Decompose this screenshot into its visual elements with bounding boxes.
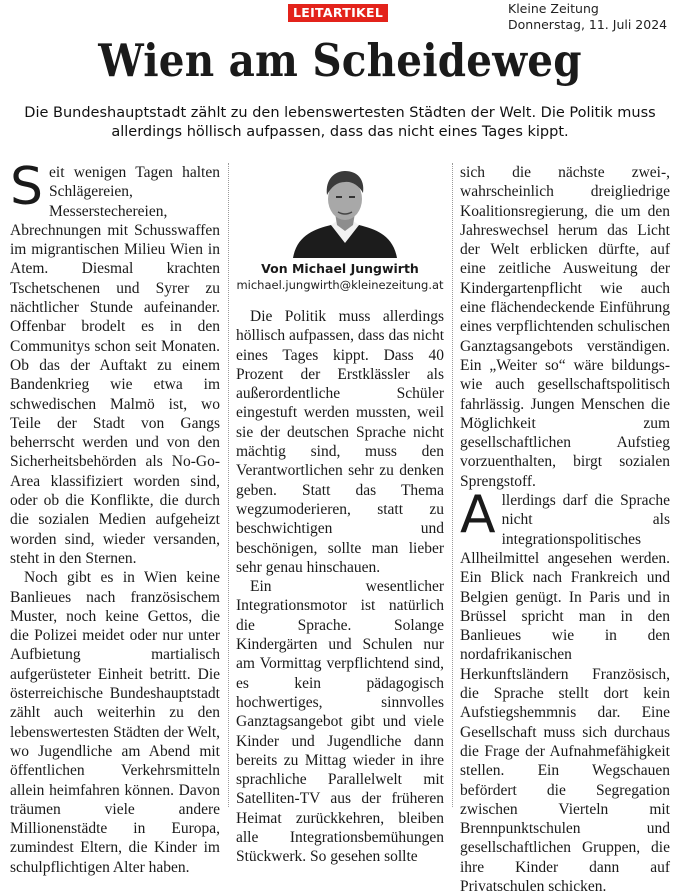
author-byline: Von Michael Jungwirth xyxy=(261,261,419,276)
paragraph xyxy=(10,157,220,568)
author-photo-image xyxy=(285,163,405,258)
article-column-1 xyxy=(10,157,220,877)
column-divider xyxy=(452,163,453,807)
paragraph xyxy=(460,485,670,896)
publication-name: Kleine Zeitung xyxy=(508,1,599,16)
paragraph: Die Politik muss allerdings höllisch aufpassen, dass das nicht eines Tages kippt. Dass 40 Prozent der Erstklässler als außerordentliche Schüler eingestuft werden mussten, weil sie der deutschen Sprache nicht mächtig sind, muss den Verantwortlichen sehr zu denken geben. Statt das Thema wegzumoderieren, statt zu beschwichtigen und beschönigen, sollte man lieber sehr genau hinschauen. xyxy=(236,308,444,576)
paragraph: Ein wesentlicher Integrationsmotor ist natürlich die Sprache. Solange Kindergärten und Schulen nur am Vormittag verpflichtend sind, es kein pädagogisch hochwertiges, sinnvolles Ganztagsangebot gibt und viele Kinder und Jugendliche dann bereits zu Mittag wieder in ihre sprachliche Parallelwelt mit Satelliten-TV aus der früheren Heimat zurückkehren, bleiben alle Integrationsbemühungen Stückwerk. So gesehen sollte xyxy=(236,578,444,866)
author-email: michael.jungwirth@kleinezeitung.at xyxy=(236,278,444,292)
paragraph: Noch gibt es in Wien keine Banlieues nach französischem Muster, noch keine Gettos, die die Polizei meidet oder nur unter Aufbietung martialisch aufgerüsteter Einheit betritt. Die österreichische Bundeshauptstadt zählt auch weiterhin zu den lebenswertesten Städten der Welt, wo Jugendliche am Abend mit öffentlichen Verkehrsmitteln allein heimfahren können. Davon träumen viele andere Millionenstädte in Europa, zumindest Eltern, die Kinder im schulpflichtigen Alter haben. xyxy=(10,569,220,876)
article-column-3 xyxy=(460,163,670,896)
subheadline: Die Bundeshauptstadt zählt zu den lebenswertesten Städten der Welt. Die Politik muss allerdings höllisch aufpassen, dass das nicht eines Tages kippt. xyxy=(24,105,656,140)
masthead xyxy=(508,1,667,33)
publication-date: Donnerstag, 11. Juli 2024 xyxy=(508,17,668,32)
column-divider xyxy=(228,163,229,807)
section-badge: LEITARTIKEL xyxy=(288,4,388,22)
drop-cap: A xyxy=(460,485,496,546)
author-portrait xyxy=(285,163,405,258)
drop-cap: S xyxy=(10,157,44,217)
paragraph-text: eit wenigen Tagen halten Schlägereien, Messerstechereien, Abrechnungen mit Schusswaffen im migrantischen Milieu Wien in Atem. Diesmal krachten Tschetschenen und Syrer zu nächtlicher Stunde aufeinander. Offenbar brodelt es in den Communitys schon seit Monaten. Ob das der Auftakt zu einem Bandenkrieg wie etwa im schwedischen Malmö ist, wo Teile der Stadt von Gangs beherrscht werden und von den Sicherheitsbehörden als No-Go-Area klassifiziert worden sind, oder ob die Konflikte, die durch die sozialen Medien aufgeheizt worden sind, wieder versanden, steht in den Sternen. xyxy=(10,164,220,567)
paragraph-text: llerdings darf die Sprache nicht als integrationspolitisches Allheilmittel angesehen werden. Ein Blick nach Frankreich und Belgien genügt. In Paris und in Brüssel spricht man in den Banlieues wie in den nordafrikanischen Herkunftsländern Französisch, die Sprache stellt dort kein Aufstiegshemmnis dar. Eine Gesellschaft muss sich durchaus die Frage der Aufnahmefähigkeit stellen. Ein Wegschauen befördert die Segregation zwischen Vierteln mit Brennpunktschulen und gesellschaftlichen Gruppen, die ihre Kinder dann auf Privatschulen schicken. xyxy=(460,492,670,895)
paragraph: sich die nächste zwei-, wahrscheinlich dreigliedrige Koalitionsregierung, die um den Jahreswechsel herum das Licht der Welt erblicken dürfte, auf eine zeitliche Ausweitung der Kindergartenpflicht wie auch eine flächendeckende Einführung eines verpflichtenden schulischen Ganztagsangebots verständigen. Ein „Weiter so“ wäre bildungs- wie auch gesellschaftspolitisch fahrlässig. Jungen Menschen die Möglichkeit zum gesellschaftlichen Aufstieg vorzuenthalten, birgt sozialen Sprengstoff. xyxy=(460,164,670,490)
article-column-2 xyxy=(236,307,444,867)
headline: Wien am Scheideweg xyxy=(98,34,582,87)
